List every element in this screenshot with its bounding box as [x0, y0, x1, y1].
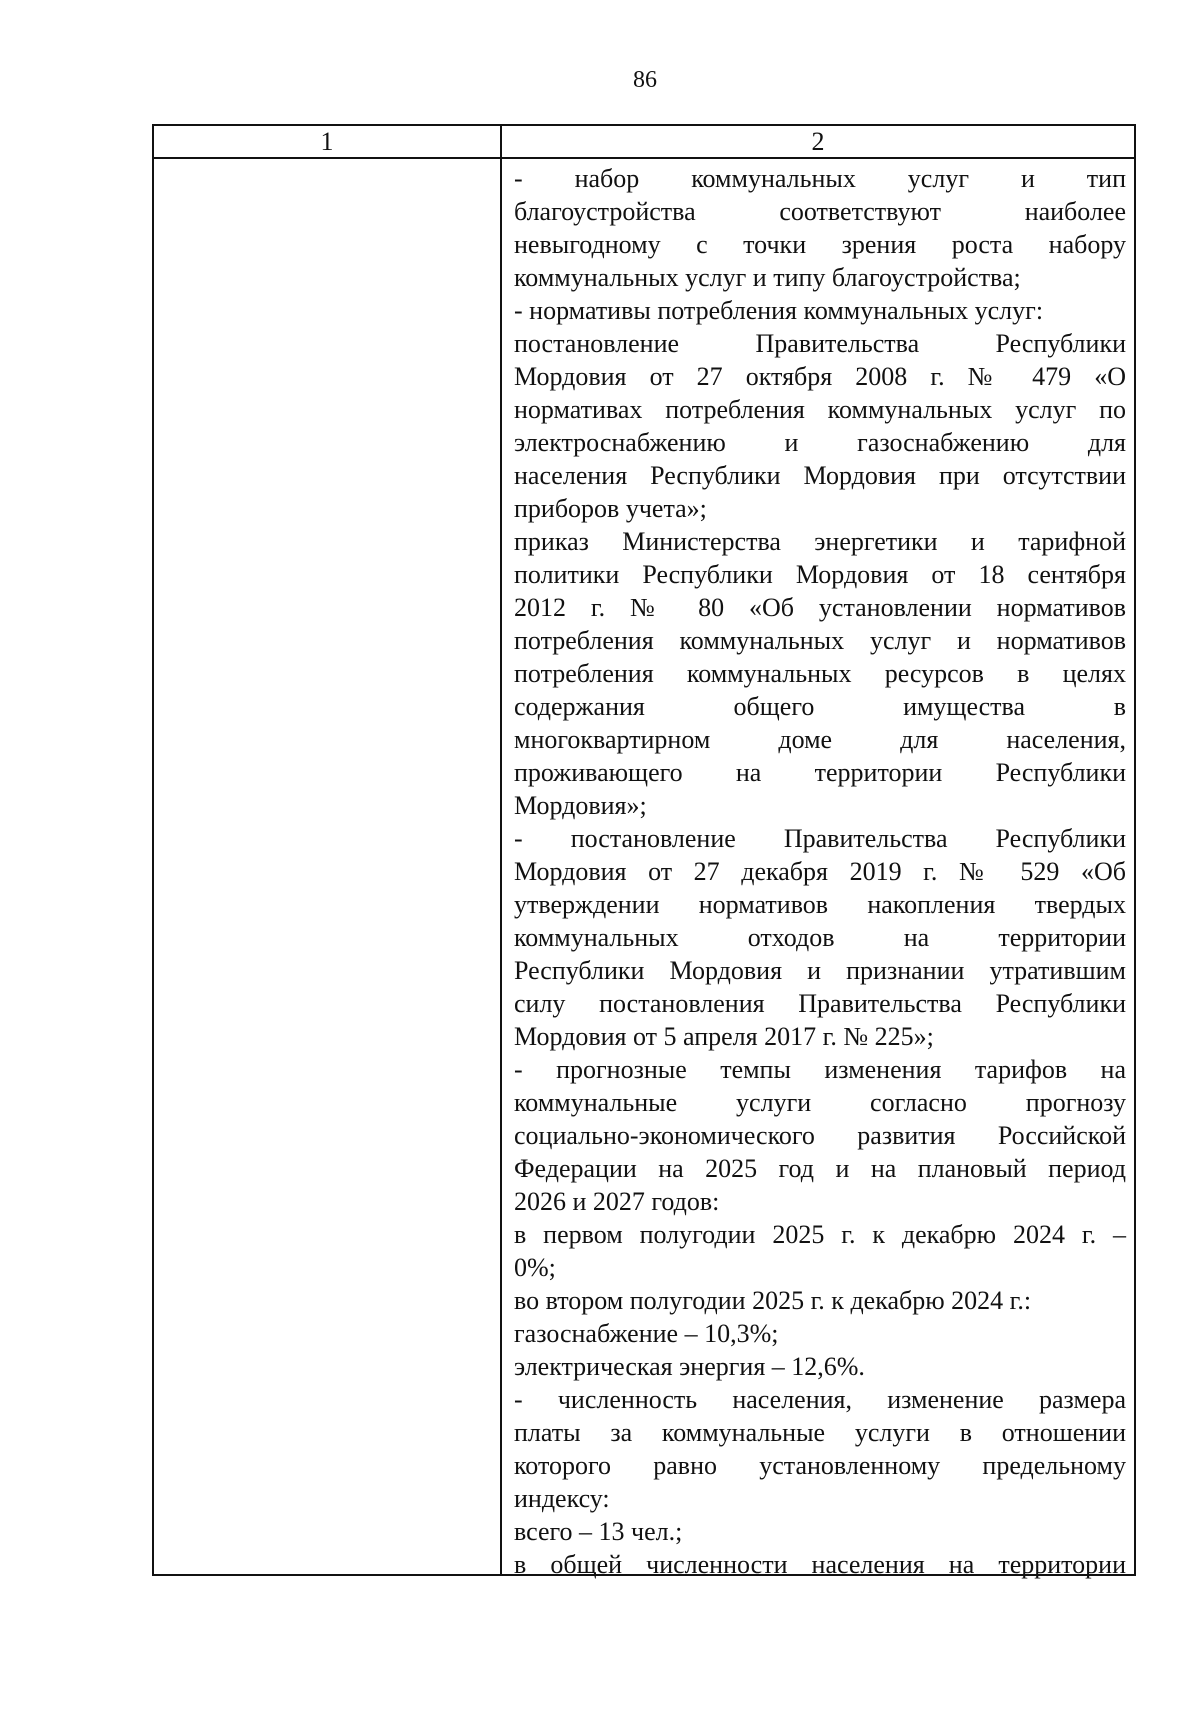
- text-line: политики Республики Мордовия от 18 сентября: [514, 560, 1126, 589]
- table-header-row: [154, 126, 1134, 159]
- text-line: Федерации на 2025 год и на плановый период: [514, 1154, 1126, 1183]
- text-line: коммунальных услуг и типу благоустройства;: [514, 263, 1021, 292]
- text-line: которого равно установленному предельному: [514, 1451, 1126, 1480]
- text-line: электрическая энергия – 12,6%.: [514, 1352, 865, 1381]
- column-divider: [500, 126, 502, 1574]
- text-line: индексу:: [514, 1484, 610, 1513]
- text-line: 0%;: [514, 1253, 556, 1282]
- text-line: в первом полугодии 2025 г. к декабрю 2024 г. –: [514, 1220, 1126, 1249]
- text-line: приказ Министерства энергетики и тарифной: [514, 527, 1126, 556]
- column-header-2: 2: [811, 127, 825, 156]
- text-line: коммунальных отходов на территории: [514, 923, 1126, 952]
- text-line: - нормативы потребления коммунальных услуг:: [514, 296, 1044, 325]
- column-header-1: 1: [320, 127, 334, 156]
- text-line: содержания общего имущества в: [514, 692, 1126, 721]
- text-line: - численность населения, изменение размера: [514, 1385, 1126, 1414]
- text-line: приборов учета»;: [514, 494, 707, 523]
- text-line: всего – 13 чел.;: [514, 1517, 683, 1546]
- document-table: [152, 124, 1136, 1579]
- text-line: проживающего на территории Республики: [514, 758, 1126, 787]
- text-line: силу постановления Правительства Республики: [514, 989, 1126, 1018]
- text-line: Мордовия от 27 декабря 2019 г. № 529 «Об: [514, 857, 1126, 886]
- text-line: Мордовия от 27 октября 2008 г. № 479 «О: [514, 362, 1126, 391]
- page-number: 86: [633, 67, 657, 93]
- text-line: постановление Правительства Республики: [514, 329, 1126, 358]
- text-line: населения Республики Мордовия при отсутствии: [514, 461, 1126, 490]
- table-cell-column-2: [514, 162, 1126, 1581]
- text-line: в общей численности населения на территории: [514, 1550, 1126, 1579]
- text-line: - набор коммунальных услуг и тип: [514, 164, 1126, 193]
- text-line: - постановление Правительства Республики: [514, 824, 1126, 853]
- text-line: невыгодному с точки зрения роста набору: [514, 230, 1126, 259]
- text-line: Мордовия от 5 апреля 2017 г. № 225»;: [514, 1022, 934, 1051]
- text-line: социально-экономического развития Российской: [514, 1121, 1126, 1150]
- text-line: Мордовия»;: [514, 791, 647, 820]
- table-cell-column-1: [154, 159, 500, 1574]
- text-line: газоснабжение – 10,3%;: [514, 1319, 779, 1348]
- text-line: во втором полугодии 2025 г. к декабрю 2024 г.:: [514, 1286, 1032, 1315]
- text-line: платы за коммунальные услуги в отношении: [514, 1418, 1126, 1447]
- text-line: 2026 и 2027 годов:: [514, 1187, 720, 1216]
- text-line: утверждении нормативов накопления твердых: [514, 890, 1126, 919]
- text-line: Республики Мордовия и признании утратившим: [514, 956, 1126, 985]
- text-line: электроснабжению и газоснабжению для: [514, 428, 1126, 457]
- text-line: - прогнозные темпы изменения тарифов на: [514, 1055, 1126, 1084]
- text-line: коммунальные услуги согласно прогнозу: [514, 1088, 1126, 1117]
- text-line: 2012 г. № 80 «Об установлении нормативов: [514, 593, 1126, 622]
- text-line: потребления коммунальных услуг и нормативов: [514, 626, 1126, 655]
- text-line: многоквартирном доме для населения,: [514, 725, 1126, 754]
- text-line: благоустройства соответствуют наиболее: [514, 197, 1126, 226]
- text-line: потребления коммунальных ресурсов в целях: [514, 659, 1126, 688]
- text-line: нормативах потребления коммунальных услуг по: [514, 395, 1126, 424]
